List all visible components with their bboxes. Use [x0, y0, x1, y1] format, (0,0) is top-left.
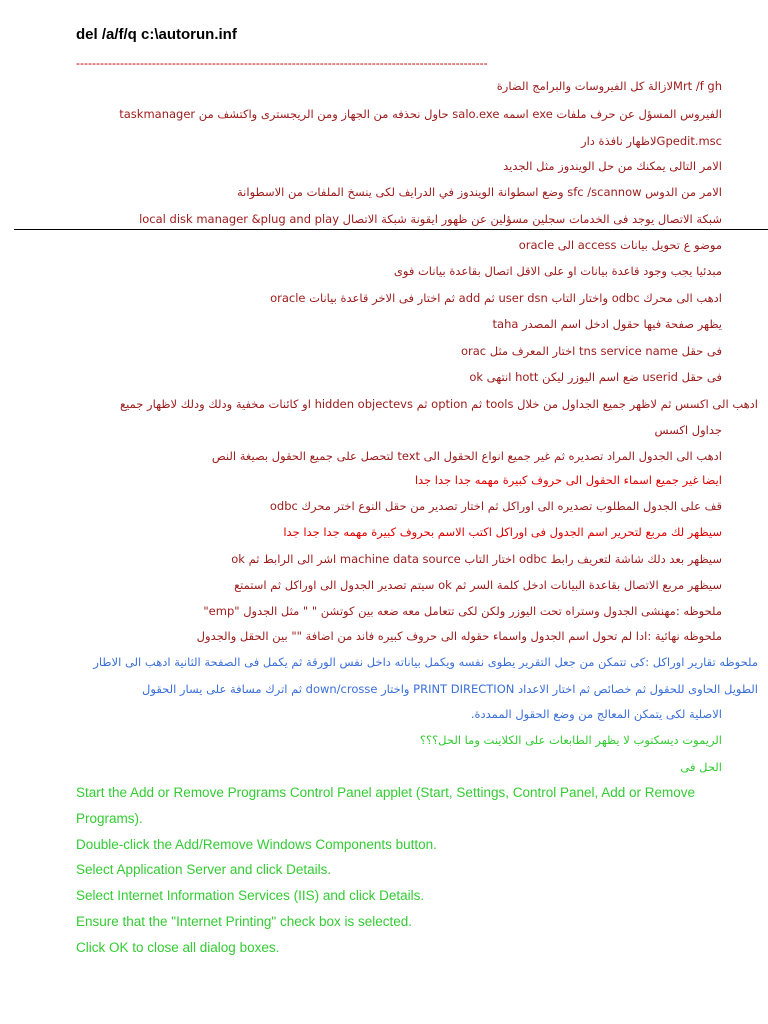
text-line: ادهب الى اكسس ثم لاظهر جميع الجداول من خلال tools ثم option ثم hidden objectevs او كائنات مخفية ودلك ودلك لاظهار جميع	[120, 397, 758, 411]
text-line: الطويل الحاوى للحقول ثم خصائص ثم اختار الاعداد PRINT DIRECTION واختار down/crosse ثم اترك مسافة على يسار الحقول	[142, 682, 758, 696]
text-line: Mrt /f ghلازالة كل الفيروسات والبرامج الضارة	[496, 79, 722, 93]
command-heading: del /a/f/q c:\autorun.inf	[76, 26, 237, 43]
text-line: قف على الجدول المطلوب تصديره الى اوراكل ثم اختار تصدير من حقل النوع اختر محرك odbc	[269, 499, 722, 513]
dashed-separator: -------------------------------------------------------------------------------------------------------	[76, 56, 488, 70]
text-line: ملحوظه نهائية :ادا لم تحول اسم الجدول واسماء حقوله الى حروف كبيره فاند من اضافة "" بين الحقل والجدول	[196, 629, 722, 643]
text-line: موضو ع تحويل بيانات access الى oracle	[518, 238, 722, 252]
text-line: ملحوظه تقارير اوراكل :كى تتمكن من جعل التقرير يطوى نفسه ويكمل بياناته داخل نفس الورقة ثم يكمل فى الصفحة الثانية ادهب الى الاطار	[93, 655, 758, 669]
text-line: سيظهر مربع الاتصال بقاعدة البيانات ادخل كلمة السر ثم ok سيتم تصدير الجدول الى اوراكل ثم استمتع	[234, 578, 722, 592]
text-line: الامر التالى يمكنك من حل الويندوز مثل الجديد	[503, 159, 722, 173]
text-line: ايضا غير جميع اسماء الحقول الى حروف كبيرة مهمه جدا جدا جدا	[414, 473, 722, 487]
horizontal-rule	[14, 229, 768, 230]
text-line: ملحوظه :مهنشى الجدول وستراه تحت اليوزر ولكن لكى تتعامل معه ضعه بين كوتشن " " مثل الجدول "emp"	[203, 604, 722, 618]
text-line: سيظهر لك مربع لتحرير اسم الجدول فى اوراكل اكتب الاسم بحروف كبيرة مهمه جدا جدا جدا	[283, 525, 722, 539]
step-line: Select Application Server and click Details.	[76, 862, 332, 877]
step-line: Click OK to close all dialog boxes.	[76, 940, 280, 955]
text-line: ادهب الى محرك odbc واختار التاب user dsn ثم add ثم اختار فى الاخر قاعدة بيانات oracle	[270, 291, 722, 305]
step-line: Start the Add or Remove Programs Control Panel applet (Start, Settings, Control Panel, Add or Remove	[76, 785, 696, 800]
step-line: Programs).	[76, 811, 143, 826]
text-line: ادهب الى الجدول المراد تصديره ثم غير جميع انواع الحقول الى text لتحصل على جميع الحقول بصيغة النص	[211, 449, 722, 463]
text-line: الفيروس المسؤل عن حرف ملفات exe اسمه salo.exe حاول نحذفه من الجهاز ومن الريجسترى واكتشف من taskmanager	[119, 107, 722, 121]
text-line: شبكة الاتصال يوجد فى الخدمات سجلين مسؤلين عن ظهور ايقونة شبكة الاتصال local disk manager &plug and play	[139, 212, 722, 226]
text-line: سيظهر بعد دلك شاشة لتعريف رابط odbc اختار التاب machine data source اشر الى الرابط ثم ok	[231, 552, 722, 566]
text-line: يظهر صفحة فيها حقول ادخل اسم المصدر taha	[492, 317, 722, 331]
step-line: Select Internet Information Services (IIS) and click Details.	[76, 888, 425, 903]
text-line: فى حقل tns service name اختار المعرف مثل orac	[460, 344, 722, 358]
text-line: الاصلية لكى يتمكن المعالج من وضع الحقول الممددة.	[470, 707, 722, 721]
step-line: Double-click the Add/Remove Windows Components button.	[76, 837, 437, 852]
step-line: Ensure that the "Internet Printing" check box is selected.	[76, 914, 413, 929]
text-line: الحل فى	[680, 760, 722, 774]
text-line: الريموت ديسكتوب لا يظهر الطابعات على الكلاينت وما الحل؟؟؟	[419, 733, 722, 747]
text-line: فى حقل userid ضع اسم اليوزر ليكن hott انتهى ok	[469, 370, 722, 384]
text-line: الامر من الدوس sfc /scannow وضع اسطوانة الويندوز في الدرايف لكى ينسخ الملفات من الاسطوانة	[237, 185, 722, 199]
text-line: جداول اكسس	[654, 423, 722, 437]
text-line: Gpedit.mscلاظهار نافذة دار	[581, 134, 722, 148]
text-line: مبدئيا يجب وجود قاعدة بيانات او على الاقل اتصال بقاعدة بيانات فوى	[393, 264, 722, 278]
